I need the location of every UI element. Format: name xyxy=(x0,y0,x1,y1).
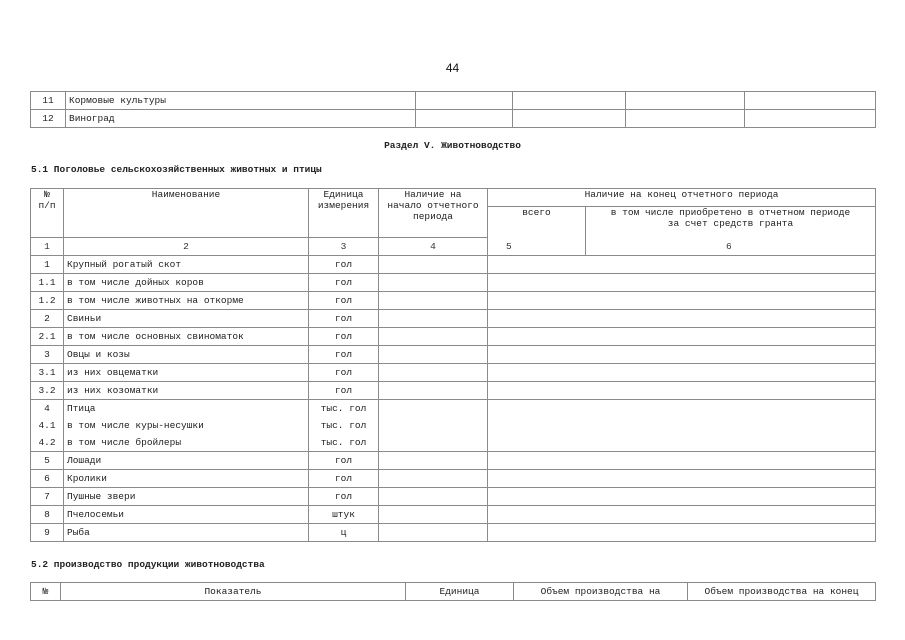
row-unit: тыс. гол xyxy=(309,400,379,418)
value-end-cell[interactable] xyxy=(488,346,876,364)
row-name: Птица xyxy=(64,400,309,418)
table-row xyxy=(31,110,876,128)
header-grant-line2: за счет средств гранта xyxy=(667,218,794,230)
row-number: 4 xyxy=(31,400,64,418)
table-row xyxy=(31,328,876,346)
row-name: в том числе животных на откорме xyxy=(64,292,309,310)
table-row xyxy=(31,524,876,542)
table-row xyxy=(31,346,876,364)
value-end-cell[interactable] xyxy=(488,400,876,452)
row-name: в том числе основных свиноматок xyxy=(64,328,309,346)
header-num xyxy=(31,189,64,238)
value-end-cell[interactable] xyxy=(488,274,876,292)
table-row xyxy=(31,92,876,110)
header-unit: Единица xyxy=(406,583,514,601)
value-end-cell[interactable] xyxy=(488,470,876,488)
value-start-cell[interactable] xyxy=(379,506,488,524)
value-start-cell[interactable] xyxy=(379,452,488,470)
table-row xyxy=(31,506,876,524)
value-start-cell[interactable] xyxy=(379,346,488,364)
header-num: № xyxy=(31,583,61,601)
production-table xyxy=(30,582,876,601)
col-number: 5 xyxy=(488,238,586,256)
header-unit xyxy=(309,189,379,238)
livestock-table xyxy=(30,188,876,542)
value-cell[interactable] xyxy=(513,92,626,110)
crops-table-continuation xyxy=(30,91,876,128)
header-unit-line2: измерения xyxy=(317,200,370,211)
table-row xyxy=(31,488,876,506)
row-name: в том числе куры-несушки xyxy=(64,417,309,434)
row-number: 2.1 xyxy=(31,328,64,346)
row-unit: гол xyxy=(309,256,379,274)
row-name: Кормовые культуры xyxy=(66,92,416,110)
value-start-cell[interactable] xyxy=(379,328,488,346)
row-number: 12 xyxy=(31,110,66,128)
value-start-cell[interactable] xyxy=(379,256,488,274)
value-end-cell[interactable] xyxy=(488,524,876,542)
row-number: 9 xyxy=(31,524,64,542)
value-end-cell[interactable] xyxy=(488,488,876,506)
header-grant-line1: в том числе приобретено в отчетном периоде xyxy=(610,207,851,219)
value-start-cell[interactable] xyxy=(379,400,488,452)
value-end-cell[interactable] xyxy=(488,506,876,524)
col-number: 1 xyxy=(31,238,64,256)
header-grant xyxy=(586,207,876,238)
row-number: 3 xyxy=(31,346,64,364)
value-cell[interactable] xyxy=(626,110,745,128)
value-cell[interactable] xyxy=(745,110,876,128)
row-name: Рыба xyxy=(64,524,309,542)
value-start-cell[interactable] xyxy=(379,364,488,382)
header-row xyxy=(31,189,876,207)
header-row xyxy=(31,583,876,601)
value-end-cell[interactable] xyxy=(488,452,876,470)
row-number: 1 xyxy=(31,256,64,274)
row-unit: тыс. гол xyxy=(309,417,379,434)
column-number-row xyxy=(31,238,876,256)
row-number: 3.2 xyxy=(31,382,64,400)
value-start-cell[interactable] xyxy=(379,310,488,328)
production-subsection-title: 5.2 производство продукции животноводства xyxy=(31,559,265,570)
header-unit-line1: Единица xyxy=(323,189,364,200)
row-name: из них козоматки xyxy=(64,382,309,400)
col-number: 2 xyxy=(64,238,309,256)
row-unit: гол xyxy=(309,470,379,488)
value-start-cell[interactable] xyxy=(379,470,488,488)
header-num-line1: № xyxy=(44,189,50,200)
header-name: Наименование xyxy=(64,189,309,238)
table-row xyxy=(31,310,876,328)
table-row xyxy=(31,382,876,400)
header-start-line3: периода xyxy=(413,211,453,222)
row-name: Овцы и козы xyxy=(64,346,309,364)
row-unit: гол xyxy=(309,292,379,310)
row-name: Пчелосемьи xyxy=(64,506,309,524)
row-number: 1.1 xyxy=(31,274,64,292)
row-unit: штук xyxy=(309,506,379,524)
row-number: 8 xyxy=(31,506,64,524)
row-unit: гол xyxy=(309,488,379,506)
row-name: Пушные звери xyxy=(64,488,309,506)
header-start-line1: Наличие на xyxy=(404,189,462,200)
row-number: 1.2 xyxy=(31,292,64,310)
row-unit: гол xyxy=(309,328,379,346)
value-start-cell[interactable] xyxy=(379,488,488,506)
col-number: 6 xyxy=(586,238,876,256)
header-start-line2: начало отчетного xyxy=(387,200,479,211)
livestock-rows xyxy=(31,256,876,542)
row-name: Лошади xyxy=(64,452,309,470)
table-row xyxy=(31,470,876,488)
row-unit: ц xyxy=(309,524,379,542)
row-unit: гол xyxy=(309,382,379,400)
header-num-line2: п/п xyxy=(38,200,56,211)
row-unit: гол xyxy=(309,364,379,382)
table-row xyxy=(31,292,876,310)
header-end: Наличие на конец отчетного периода xyxy=(488,189,876,207)
row-unit: тыс. гол xyxy=(309,434,379,452)
table-row xyxy=(31,256,876,274)
table-row xyxy=(31,364,876,382)
row-number: 11 xyxy=(31,92,66,110)
col-number: 3 xyxy=(309,238,379,256)
table-row xyxy=(31,274,876,292)
row-number: 7 xyxy=(31,488,64,506)
row-unit: гол xyxy=(309,452,379,470)
value-cell[interactable] xyxy=(416,110,513,128)
value-end-cell[interactable] xyxy=(488,310,876,328)
row-number: 2 xyxy=(31,310,64,328)
row-name: в том числе бройлеры xyxy=(64,434,309,452)
row-name: из них овцематки xyxy=(64,364,309,382)
row-name: Виноград xyxy=(66,110,416,128)
row-name: Крупный рогатый скот xyxy=(64,256,309,274)
value-start-cell[interactable] xyxy=(379,524,488,542)
row-name: Свиньи xyxy=(64,310,309,328)
value-cell[interactable] xyxy=(416,92,513,110)
value-cell[interactable] xyxy=(513,110,626,128)
value-end-cell[interactable] xyxy=(488,292,876,310)
row-name: в том числе дойных коров xyxy=(64,274,309,292)
value-end-cell[interactable] xyxy=(488,328,876,346)
row-number: 5 xyxy=(31,452,64,470)
value-start-cell[interactable] xyxy=(379,382,488,400)
row-name: Кролики xyxy=(64,470,309,488)
value-start-cell[interactable] xyxy=(379,292,488,310)
row-unit: гол xyxy=(309,346,379,364)
page-number: 44 xyxy=(445,61,460,75)
value-end-cell[interactable] xyxy=(488,382,876,400)
livestock-subsection-title: 5.1 Поголовье сельскохозяйственных животных и птицы xyxy=(31,164,322,175)
row-unit: гол xyxy=(309,274,379,292)
section-title: Раздел V. Животноводство xyxy=(384,140,521,151)
value-end-cell[interactable] xyxy=(488,364,876,382)
value-end-cell[interactable] xyxy=(488,256,876,274)
row-unit: гол xyxy=(309,310,379,328)
col-number: 4 xyxy=(379,238,488,256)
value-cell[interactable] xyxy=(626,92,745,110)
row-number: 6 xyxy=(31,470,64,488)
row-number: 4.2 xyxy=(31,434,64,452)
header-indicator: Показатель xyxy=(61,583,406,601)
value-start-cell[interactable] xyxy=(379,274,488,292)
table-row xyxy=(31,400,876,418)
header-total: всего xyxy=(488,207,586,238)
header-start xyxy=(379,189,488,238)
row-number: 3.1 xyxy=(31,364,64,382)
value-cell[interactable] xyxy=(745,92,876,110)
header-volume-end: Объем производства на конец xyxy=(688,583,876,601)
row-number: 4.1 xyxy=(31,417,64,434)
header-volume-start: Объем производства на xyxy=(514,583,688,601)
table-row xyxy=(31,452,876,470)
